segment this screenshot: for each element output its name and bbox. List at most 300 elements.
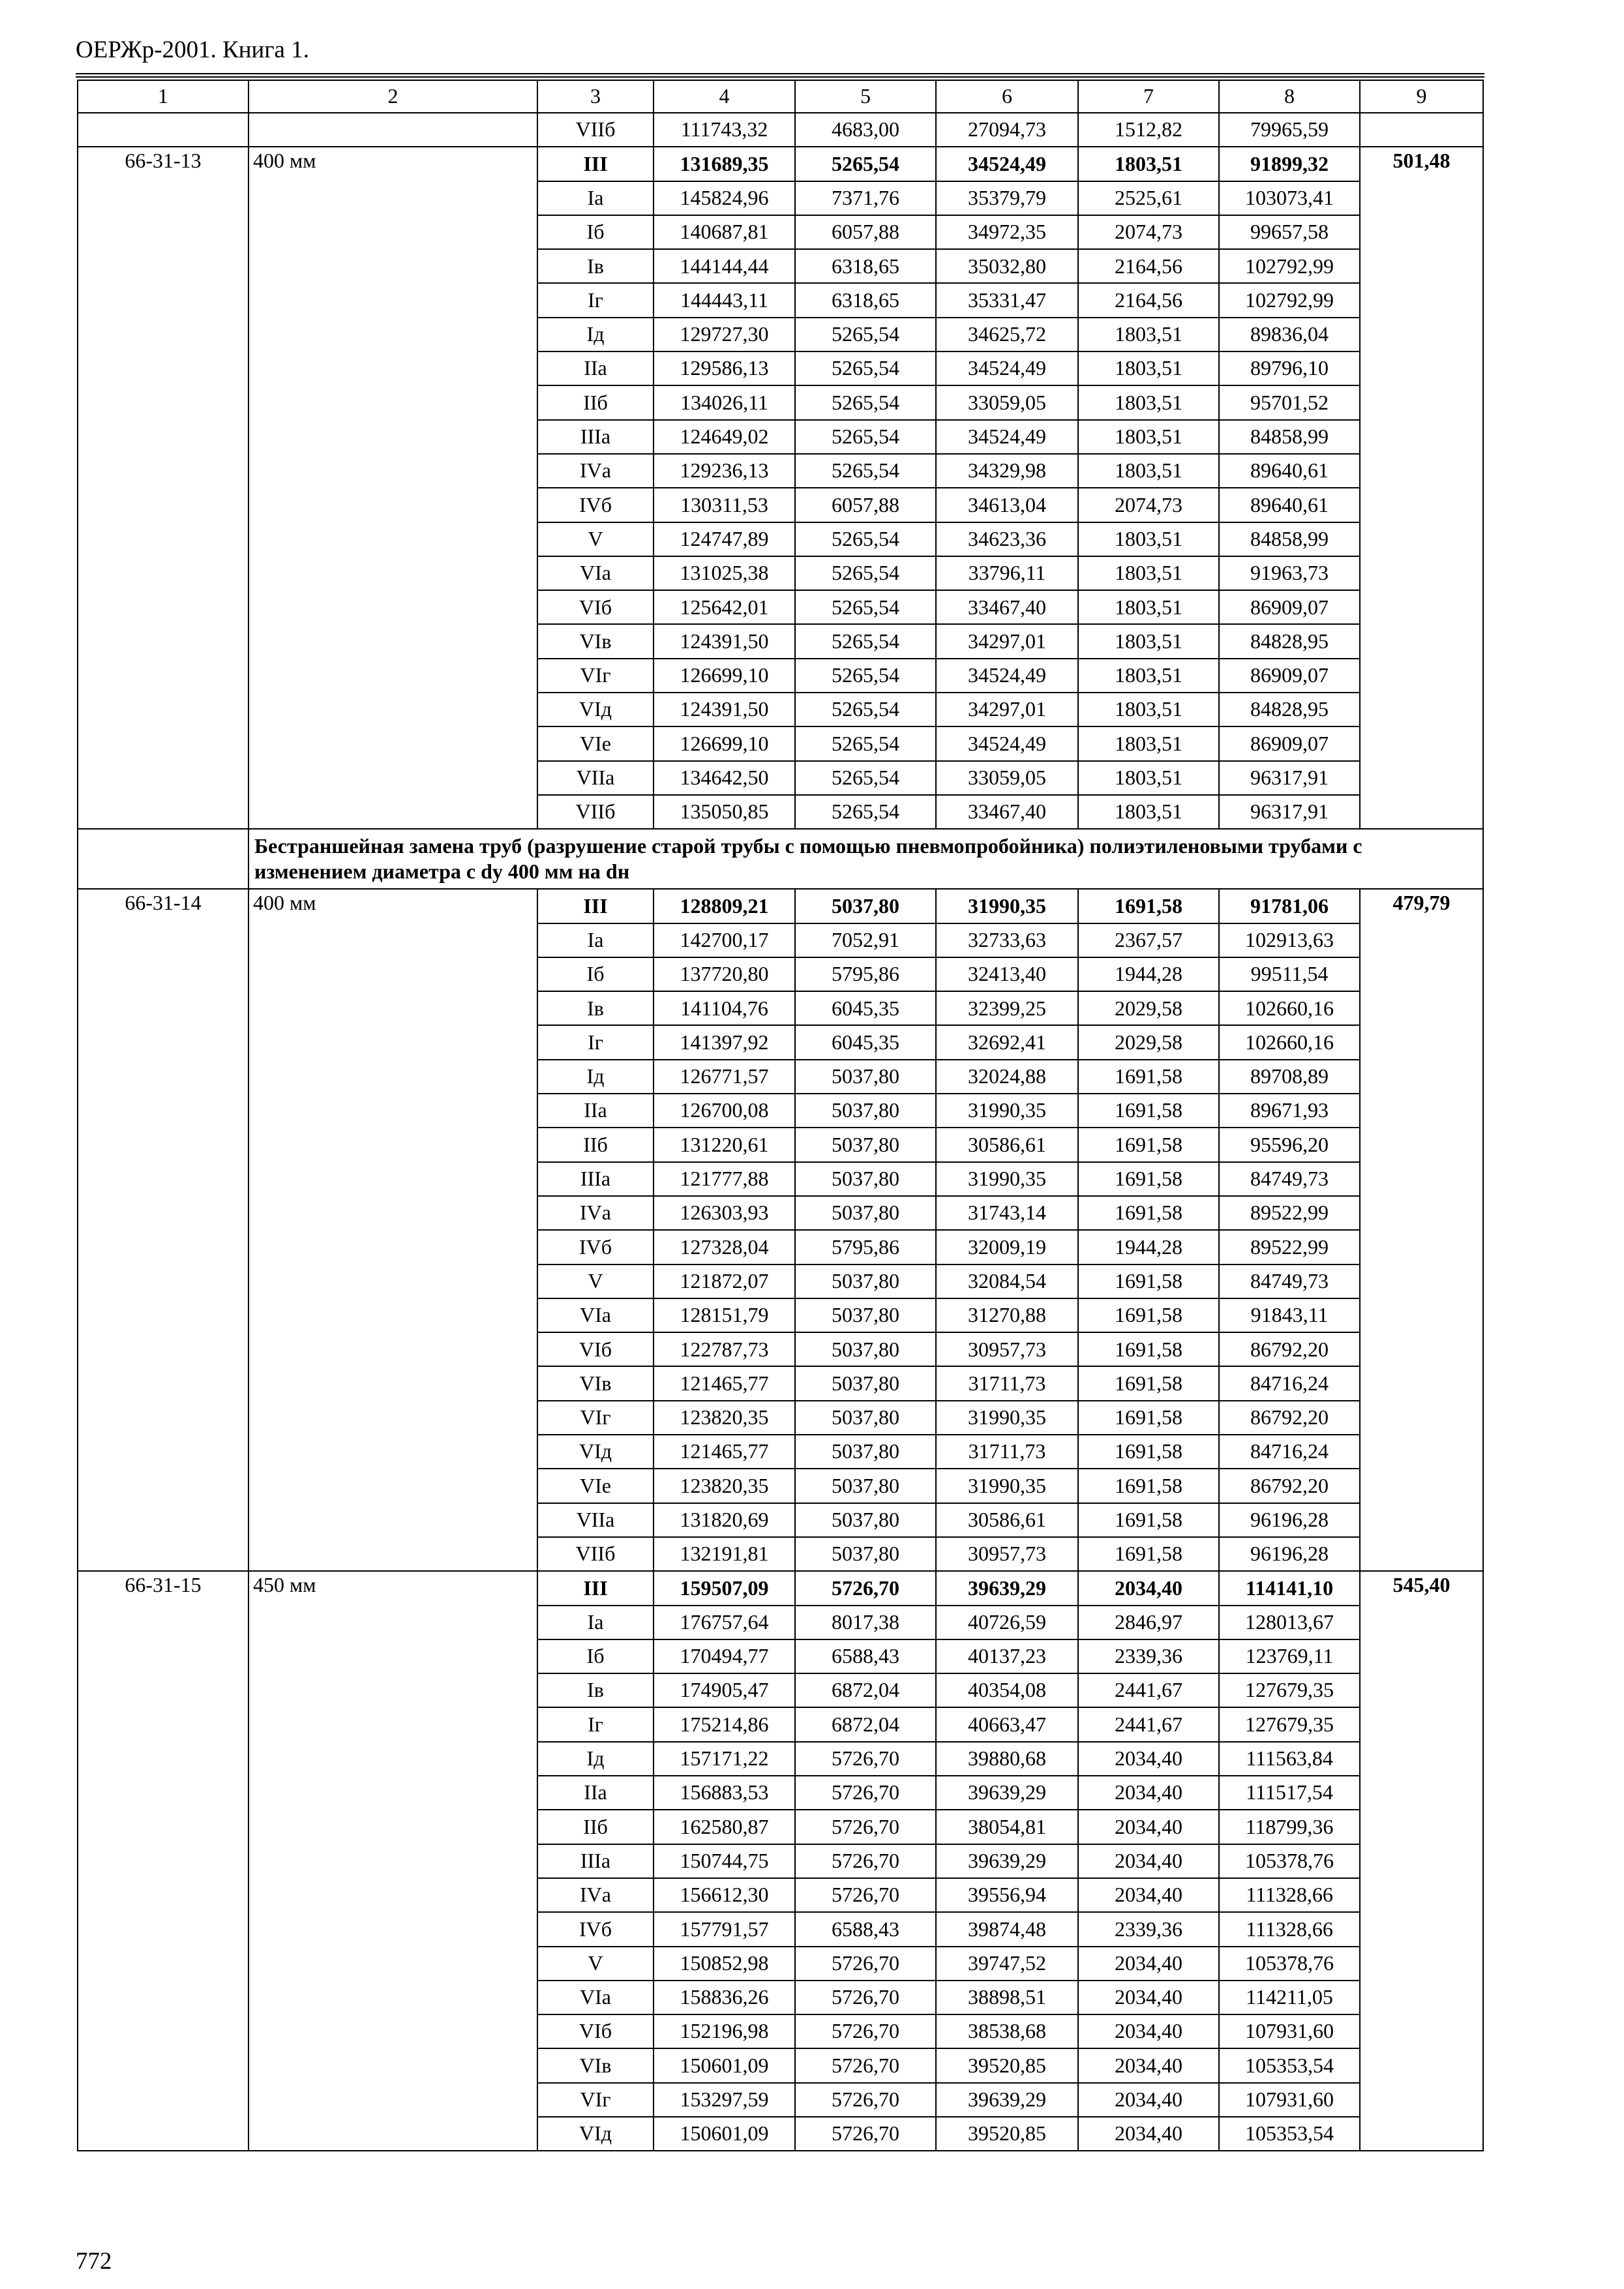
cell-value: 5265,54 <box>795 795 936 829</box>
cell-value: 5037,80 <box>795 1435 936 1469</box>
cell-zone: IVб <box>537 488 654 522</box>
cell-zone: VIа <box>537 556 654 590</box>
cell-value: 2034,40 <box>1078 1742 1219 1776</box>
cell-zone: Iб <box>537 215 654 249</box>
cell-code: 66-31-14 <box>78 889 248 1571</box>
cell-value: 127679,35 <box>1219 1707 1360 1741</box>
cell-zone: III <box>537 889 654 923</box>
cell-value: 105378,76 <box>1219 1947 1360 1981</box>
cell-value: 1691,58 <box>1078 1094 1219 1128</box>
cell-value: 1691,58 <box>1078 1162 1219 1196</box>
cell-zone: VIIа <box>537 761 654 795</box>
cell-value: 86792,20 <box>1219 1469 1360 1503</box>
cell-value: 6057,88 <box>795 215 936 249</box>
cell-value: 5795,86 <box>795 957 936 991</box>
cell-value: 123769,11 <box>1219 1639 1360 1673</box>
cell-value: 153297,59 <box>654 2083 795 2117</box>
cell-value: 111517,54 <box>1219 1776 1360 1810</box>
cell-value: 34524,49 <box>936 147 1078 181</box>
cell-value: 6588,43 <box>795 1639 936 1673</box>
cell-value: 2164,56 <box>1078 249 1219 283</box>
cell-value: 5037,80 <box>795 1196 936 1230</box>
cell-value: 5726,70 <box>795 1571 936 1605</box>
cell-value: 89522,99 <box>1219 1196 1360 1230</box>
cell-value: 150601,09 <box>654 2048 795 2082</box>
cell-value: 32024,88 <box>936 1060 1078 1094</box>
cell-zone: IVб <box>537 1912 654 1946</box>
cell-value: 40726,59 <box>936 1606 1078 1639</box>
cell-value: 84749,73 <box>1219 1162 1360 1196</box>
cell-value: 134642,50 <box>654 761 795 795</box>
cell-value: 5265,54 <box>795 147 936 181</box>
cell-value: 105378,76 <box>1219 1844 1360 1878</box>
column-header: 2 <box>248 80 537 113</box>
cell-zone: VIа <box>537 1298 654 1332</box>
column-header: 8 <box>1219 80 1360 113</box>
cell-value: 5726,70 <box>795 1981 936 2014</box>
cell-value: 5726,70 <box>795 1878 936 1912</box>
table-row <box>78 1571 1483 1605</box>
cell-zone: IIIа <box>537 1844 654 1878</box>
cell-zone: Iг <box>537 1707 654 1741</box>
cell-zone: VIд <box>537 693 654 726</box>
cell-value: 5037,80 <box>795 1264 936 1298</box>
cell-value: 121872,07 <box>654 1264 795 1298</box>
column-header: 5 <box>795 80 936 113</box>
cell-value: 5726,70 <box>795 2048 936 2082</box>
cell-value: 1691,58 <box>1078 1264 1219 1298</box>
cell-value: 2164,56 <box>1078 283 1219 317</box>
cell-value: 1803,51 <box>1078 590 1219 624</box>
cell-value: 95701,52 <box>1219 385 1360 419</box>
cell-col9: 545,40 <box>1360 1571 1483 2151</box>
cell-value: 96196,28 <box>1219 1537 1360 1571</box>
cell-value: 141104,76 <box>654 991 795 1025</box>
cell-value: 1803,51 <box>1078 420 1219 454</box>
cell-value: 34297,01 <box>936 693 1078 726</box>
cell-value: 105353,54 <box>1219 2117 1360 2151</box>
cell-value: 96317,91 <box>1219 795 1360 829</box>
cell-value: 5037,80 <box>795 1469 936 1503</box>
cell-value: 5726,70 <box>795 1844 936 1878</box>
cell-zone: VIа <box>537 1981 654 2014</box>
cell-zone: IIб <box>537 1128 654 1161</box>
cell-value: 142700,17 <box>654 923 795 957</box>
cell-value: 1691,58 <box>1078 889 1219 923</box>
cell-value: 1803,51 <box>1078 147 1219 181</box>
cell-value: 33059,05 <box>936 761 1078 795</box>
cell-value: 135050,85 <box>654 795 795 829</box>
cell-value: 79965,59 <box>1219 113 1360 147</box>
column-header: 7 <box>1078 80 1219 113</box>
cell-value: 31270,88 <box>936 1298 1078 1332</box>
cell-value: 34329,98 <box>936 454 1078 488</box>
cell-value: 31990,35 <box>936 1162 1078 1196</box>
cell-value: 5726,70 <box>795 1742 936 1776</box>
cell-value: 131689,35 <box>654 147 795 181</box>
cell-value: 32009,19 <box>936 1230 1078 1264</box>
cell-value: 1803,51 <box>1078 726 1219 760</box>
cell-value: 2034,40 <box>1078 1981 1219 2014</box>
cell-value: 2441,67 <box>1078 1673 1219 1707</box>
cell-value: 32733,63 <box>936 923 1078 957</box>
cell-value: 89640,61 <box>1219 454 1360 488</box>
cell-value: 1803,51 <box>1078 659 1219 693</box>
cell-value: 152196,98 <box>654 2014 795 2048</box>
cell-value: 30586,61 <box>936 1503 1078 1537</box>
cell-value: 8017,38 <box>795 1606 936 1639</box>
cell-zone: Iв <box>537 991 654 1025</box>
carry-over-row <box>78 113 1483 147</box>
cell-value: 126771,57 <box>654 1060 795 1094</box>
cell-value: 84858,99 <box>1219 420 1360 454</box>
cell-zone: VIд <box>537 1435 654 1469</box>
cell-zone: IIб <box>537 1810 654 1844</box>
cell-value: 1803,51 <box>1078 454 1219 488</box>
cell-value: 38054,81 <box>936 1810 1078 1844</box>
cell-value: 1691,58 <box>1078 1435 1219 1469</box>
cell-value: 31990,35 <box>936 889 1078 923</box>
cell-value: 1691,58 <box>1078 1128 1219 1161</box>
cell-value: 84716,24 <box>1219 1435 1360 1469</box>
cell-value: 5037,80 <box>795 1060 936 1094</box>
cell-value: 141397,92 <box>654 1025 795 1059</box>
column-header: 6 <box>936 80 1078 113</box>
cell-value: 2034,40 <box>1078 2117 1219 2151</box>
cell-value: 84858,99 <box>1219 522 1360 556</box>
cell-value: 158836,26 <box>654 1981 795 2014</box>
cell-zone: IIа <box>537 352 654 385</box>
cell-value: 5037,80 <box>795 1128 936 1161</box>
cell-value: 5037,80 <box>795 1298 936 1332</box>
cell-value: 124391,50 <box>654 693 795 726</box>
cell-value: 2074,73 <box>1078 215 1219 249</box>
cell-value: 126699,10 <box>654 726 795 760</box>
cell-value: 1691,58 <box>1078 1503 1219 1537</box>
cell-name: 450 мм <box>248 1571 537 2151</box>
cell-value: 2034,40 <box>1078 1878 1219 1912</box>
cell-value: 6045,35 <box>795 1025 936 1059</box>
cell-value: 2525,61 <box>1078 181 1219 215</box>
cell-value: 91963,73 <box>1219 556 1360 590</box>
cell-value: 34297,01 <box>936 624 1078 658</box>
cell-value: 127679,35 <box>1219 1673 1360 1707</box>
cell-value: 126303,93 <box>654 1196 795 1230</box>
cell-value: 2074,73 <box>1078 488 1219 522</box>
cell-value: 131025,38 <box>654 556 795 590</box>
page-header: ОЕРЖр-2001. Книга 1. <box>76 37 309 63</box>
cell-value: 150852,98 <box>654 1947 795 1981</box>
cell-value: 32084,54 <box>936 1264 1078 1298</box>
cell-value: 34524,49 <box>936 659 1078 693</box>
cell-value: 31990,35 <box>936 1094 1078 1128</box>
cell-value: 5265,54 <box>795 726 936 760</box>
cell-value: 145824,96 <box>654 181 795 215</box>
cell-value: 39874,48 <box>936 1912 1078 1946</box>
cell-value: 102792,99 <box>1219 249 1360 283</box>
cell-zone: Iа <box>537 181 654 215</box>
cell-value: 39639,29 <box>936 1776 1078 1810</box>
cell-code: 66-31-13 <box>78 147 248 829</box>
cell-value: 111743,32 <box>654 113 795 147</box>
cell-zone: Iв <box>537 249 654 283</box>
cell-zone: IVа <box>537 1196 654 1230</box>
cell-value: 34625,72 <box>936 318 1078 352</box>
cell-value: 40663,47 <box>936 1707 1078 1741</box>
cell-value: 1803,51 <box>1078 693 1219 726</box>
cell-zone: VIг <box>537 1401 654 1435</box>
cell-value: 129586,13 <box>654 352 795 385</box>
cell-zone: III <box>537 147 654 181</box>
cell-value: 38538,68 <box>936 2014 1078 2048</box>
cell-value: 2367,57 <box>1078 923 1219 957</box>
cell-value: 174905,47 <box>654 1673 795 1707</box>
cell-value: 39639,29 <box>936 2083 1078 2117</box>
cell-value: 129236,13 <box>654 454 795 488</box>
cell-zone: Iд <box>537 1742 654 1776</box>
cell-zone: VIе <box>537 726 654 760</box>
cell-value: 122787,73 <box>654 1332 795 1366</box>
cell-value: 114211,05 <box>1219 1981 1360 2014</box>
cell-value: 38898,51 <box>936 1981 1078 2014</box>
cell-zone: VIб <box>537 1332 654 1366</box>
cell-value: 5726,70 <box>795 1947 936 1981</box>
cell-value: 6057,88 <box>795 488 936 522</box>
cell-value: 156883,53 <box>654 1776 795 1810</box>
column-header: 9 <box>1360 80 1483 113</box>
cell-value: 39520,85 <box>936 2117 1078 2151</box>
cell-value: 5265,54 <box>795 318 936 352</box>
cell-value: 33059,05 <box>936 385 1078 419</box>
cell-value: 5726,70 <box>795 2014 936 2048</box>
cell-value: 150601,09 <box>654 2117 795 2151</box>
cell-value: 176757,64 <box>654 1606 795 1639</box>
cell-value: 157171,22 <box>654 1742 795 1776</box>
cell-value: 129727,30 <box>654 318 795 352</box>
cell-value: 89671,93 <box>1219 1094 1360 1128</box>
cell-zone: VIIб <box>537 113 654 147</box>
cell-value: 170494,77 <box>654 1639 795 1673</box>
cell-value: 84828,95 <box>1219 624 1360 658</box>
cell-value: 5265,54 <box>795 420 936 454</box>
cell-value: 1944,28 <box>1078 1230 1219 1264</box>
cell-value: 111328,66 <box>1219 1912 1360 1946</box>
cell-value: 2441,67 <box>1078 1707 1219 1741</box>
cell-value: 86909,07 <box>1219 726 1360 760</box>
cell-zone: VIд <box>537 2117 654 2151</box>
cell-value: 6872,04 <box>795 1673 936 1707</box>
cell-value: 31990,35 <box>936 1401 1078 1435</box>
cell-value: 34524,49 <box>936 420 1078 454</box>
cell-value: 5265,54 <box>795 556 936 590</box>
cell-value: 89522,99 <box>1219 1230 1360 1264</box>
cell-zone: V <box>537 522 654 556</box>
cell-zone: VIг <box>537 659 654 693</box>
cell-value: 123820,35 <box>654 1469 795 1503</box>
cell-value: 99657,58 <box>1219 215 1360 249</box>
cell-zone: IVб <box>537 1230 654 1264</box>
cell-zone: IIа <box>537 1094 654 1128</box>
cell-value: 39520,85 <box>936 2048 1078 2082</box>
cell-value: 32692,41 <box>936 1025 1078 1059</box>
cell-value: 157791,57 <box>654 1912 795 1946</box>
cell-value: 34613,04 <box>936 488 1078 522</box>
cell-value: 2034,40 <box>1078 1844 1219 1878</box>
cell-value: 1803,51 <box>1078 556 1219 590</box>
cell-value: 33796,11 <box>936 556 1078 590</box>
cell-col9: 479,79 <box>1360 889 1483 1571</box>
cell-name: 400 мм <box>248 889 537 1571</box>
cell-value: 40137,23 <box>936 1639 1078 1673</box>
column-header: 4 <box>654 80 795 113</box>
cell-value: 5265,54 <box>795 522 936 556</box>
column-number-row <box>78 80 1483 113</box>
cell-value: 5265,54 <box>795 624 936 658</box>
cell-value: 84749,73 <box>1219 1264 1360 1298</box>
cell-value: 84828,95 <box>1219 693 1360 726</box>
cell-zone: Iд <box>537 318 654 352</box>
cell-zone: V <box>537 1947 654 1981</box>
cell-value: 121777,88 <box>654 1162 795 1196</box>
cell-value: 30957,73 <box>936 1332 1078 1366</box>
cell-value: 31743,14 <box>936 1196 1078 1230</box>
cell-value: 124649,02 <box>654 420 795 454</box>
cell-value: 6318,65 <box>795 283 936 317</box>
cell-value: 6872,04 <box>795 1707 936 1741</box>
header-rule-double <box>76 76 1484 78</box>
cell-value: 2034,40 <box>1078 1947 1219 1981</box>
cell-value: 5265,54 <box>795 659 936 693</box>
cell-value: 159507,09 <box>654 1571 795 1605</box>
cell-value: 1512,82 <box>1078 113 1219 147</box>
cell-value: 6045,35 <box>795 991 936 1025</box>
cell-value: 89836,04 <box>1219 318 1360 352</box>
cell-value: 39880,68 <box>936 1742 1078 1776</box>
cell-value: 102792,99 <box>1219 283 1360 317</box>
cell-value: 35379,79 <box>936 181 1078 215</box>
cell-value: 102913,63 <box>1219 923 1360 957</box>
cell-value: 96317,91 <box>1219 761 1360 795</box>
cell-value: 1691,58 <box>1078 1332 1219 1366</box>
cell-value: 102660,16 <box>1219 1025 1360 1059</box>
cell-value: 86909,07 <box>1219 659 1360 693</box>
cell-value: 89708,89 <box>1219 1060 1360 1094</box>
table-row <box>78 889 1483 923</box>
cell-value: 86792,20 <box>1219 1332 1360 1366</box>
cell-zone: VIв <box>537 2048 654 2082</box>
cell-value: 140687,81 <box>654 215 795 249</box>
cell-value: 132191,81 <box>654 1537 795 1571</box>
cell-value: 1803,51 <box>1078 522 1219 556</box>
cell-zone: VIб <box>537 590 654 624</box>
cell-value: 2339,36 <box>1078 1912 1219 1946</box>
cell-value: 126699,10 <box>654 659 795 693</box>
cell-value: 35032,80 <box>936 249 1078 283</box>
cell-value: 4683,00 <box>795 113 936 147</box>
cell-value: 95596,20 <box>1219 1128 1360 1161</box>
cell-zone: Iб <box>537 957 654 991</box>
section-title: Бестраншейная замена труб (разрушение старой трубы с помощью пневмопробойника) полиэтиленовыми трубами с изменением диаметра с dy 400 мм на dн <box>248 829 1483 889</box>
cell-value: 137720,80 <box>654 957 795 991</box>
cell-value: 1691,58 <box>1078 1196 1219 1230</box>
cell-value: 31711,73 <box>936 1366 1078 1400</box>
cell-value: 5265,54 <box>795 761 936 795</box>
cell-value: 5726,70 <box>795 1810 936 1844</box>
cell-value: 107931,60 <box>1219 2083 1360 2117</box>
cell-value: 121465,77 <box>654 1435 795 1469</box>
cell-value: 1691,58 <box>1078 1469 1219 1503</box>
cell-value: 39639,29 <box>936 1571 1078 1605</box>
cell-value: 89640,61 <box>1219 488 1360 522</box>
cell-value: 128151,79 <box>654 1298 795 1332</box>
table-body <box>78 113 1483 2151</box>
cell-value: 1944,28 <box>1078 957 1219 991</box>
cell-zone: IIа <box>537 1776 654 1810</box>
cell-value: 2034,40 <box>1078 2014 1219 2048</box>
cell-value: 2846,97 <box>1078 1606 1219 1639</box>
cell-value: 121465,77 <box>654 1366 795 1400</box>
page-number: 772 <box>76 2248 112 2275</box>
cell-value: 33467,40 <box>936 795 1078 829</box>
cell-value: 30586,61 <box>936 1128 1078 1161</box>
cell-zone: VIIб <box>537 1537 654 1571</box>
cell-value: 5726,70 <box>795 2083 936 2117</box>
cell-value: 89796,10 <box>1219 352 1360 385</box>
cell-value: 156612,30 <box>654 1878 795 1912</box>
cell-value: 126700,08 <box>654 1094 795 1128</box>
cell-value: 86792,20 <box>1219 1401 1360 1435</box>
cell-value: 111563,84 <box>1219 1742 1360 1776</box>
cell-value: 91781,06 <box>1219 889 1360 923</box>
cell-value: 32399,25 <box>936 991 1078 1025</box>
cell-value: 1691,58 <box>1078 1537 1219 1571</box>
cell-value: 134026,11 <box>654 385 795 419</box>
section-title-row <box>78 829 1483 889</box>
cell-value: 31711,73 <box>936 1435 1078 1469</box>
cell-value: 114141,10 <box>1219 1571 1360 1605</box>
cell-code: 66-31-15 <box>78 1571 248 2151</box>
cell-value: 2029,58 <box>1078 1025 1219 1059</box>
cell-value: 107931,60 <box>1219 2014 1360 2048</box>
cell-value: 5037,80 <box>795 1094 936 1128</box>
cell-value: 1691,58 <box>1078 1401 1219 1435</box>
cell-value: 103073,41 <box>1219 181 1360 215</box>
cell-value: 33467,40 <box>936 590 1078 624</box>
cell-value: 123820,35 <box>654 1401 795 1435</box>
cell-value: 91843,11 <box>1219 1298 1360 1332</box>
table-row <box>78 147 1483 181</box>
cell-value: 1803,51 <box>1078 624 1219 658</box>
cell-value: 35331,47 <box>936 283 1078 317</box>
cell-zone: VIв <box>537 624 654 658</box>
cell-zone: Iб <box>537 1639 654 1673</box>
column-header: 1 <box>78 80 248 113</box>
cell-value: 39747,52 <box>936 1947 1078 1981</box>
cell-value: 127328,04 <box>654 1230 795 1264</box>
cell-zone: VIIа <box>537 1503 654 1537</box>
cell-value: 162580,87 <box>654 1810 795 1844</box>
cell-value: 144443,11 <box>654 283 795 317</box>
cell-value: 5265,54 <box>795 385 936 419</box>
cell-value: 2029,58 <box>1078 991 1219 1025</box>
cell-value: 40354,08 <box>936 1673 1078 1707</box>
cell-zone: Iд <box>537 1060 654 1094</box>
price-table <box>77 80 1484 2151</box>
cell-value: 6318,65 <box>795 249 936 283</box>
cell-value: 5795,86 <box>795 1230 936 1264</box>
cell-value: 131220,61 <box>654 1128 795 1161</box>
cell-zone: Iа <box>537 923 654 957</box>
